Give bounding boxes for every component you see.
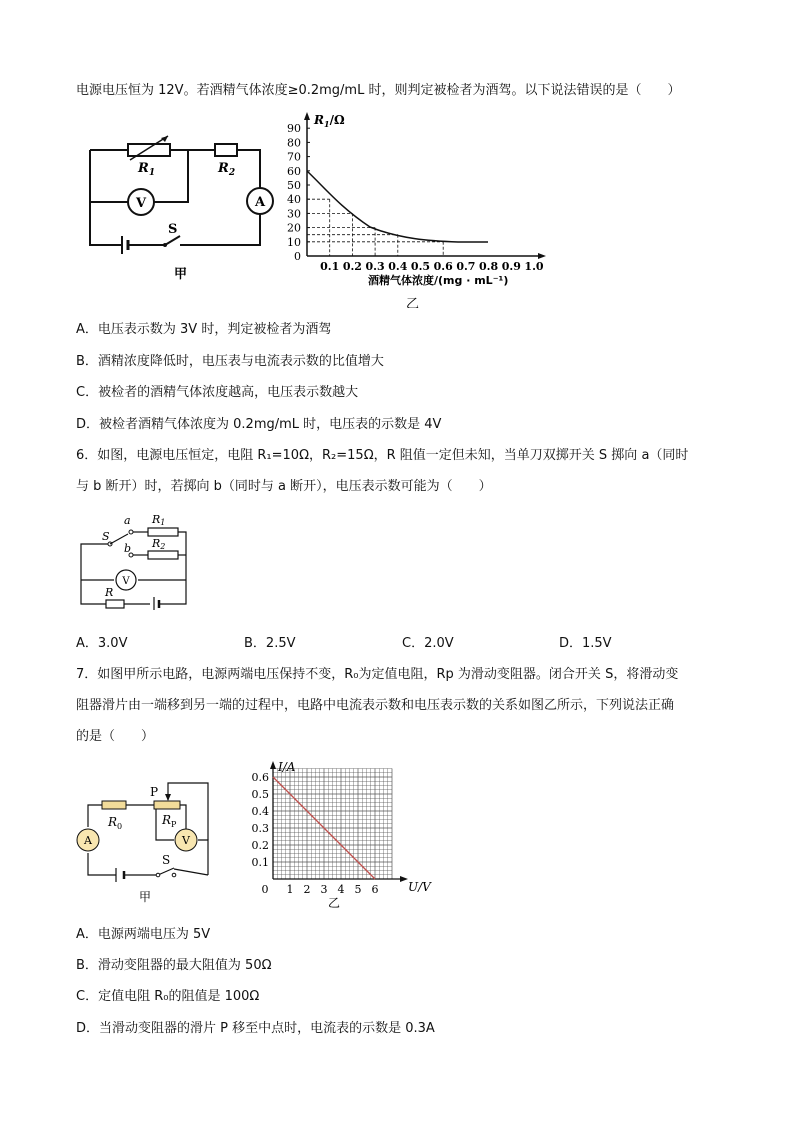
q7-x-tick-label: 4 [337,883,345,896]
q7-y-tick-label: 0.3 [251,822,269,835]
q5-x-tick-label: 0.8 [479,260,499,273]
q5-curve [307,171,488,242]
q5-x-tick-label: 0.6 [433,260,453,273]
q7-option-c: C．定值电阻 R₀的阻值是 100Ω [76,989,260,1004]
q7-label-s: S [162,853,171,867]
q5-y-tick-label: 20 [287,221,301,235]
q5-fig-yi-caption: 乙 [406,297,420,308]
q5-resistance-graph [280,108,550,308]
q7-y-tick-label: 0.2 [251,839,269,852]
q5-fig-jia-caption: 甲 [174,267,188,280]
q7-x-tick-label: 3 [320,883,328,896]
q7-switch [158,868,174,875]
q6-circuit-diagram [76,510,196,610]
q5-circuit-diagram [80,130,280,280]
q5-y-tick-label: 10 [287,235,301,249]
q5-y-tick-label: 90 [287,122,301,136]
q6-label-r: R [105,586,114,599]
q7-y-tick-label: 0.1 [251,856,269,869]
q6-label-b: b [124,542,132,555]
q5-y-tick-label: 40 [287,193,301,207]
q5-x-tick-label: 0.2 [342,260,362,273]
q7-stem-line1: 7．如图甲所示电路，电源两端电压保持不变，R₀为定值电阻，Rp 为滑动变阻器。闭合开关 S，将滑动变 [76,667,679,682]
q5-x-tick-label: 0.4 [388,260,408,273]
q5-y-tick-label: 70 [287,150,301,164]
q7-label-r0: $R_0$ [108,815,123,831]
q5-y-tick-label: 0 [294,250,301,263]
r2-resistor [215,144,237,156]
q6-label-r1: R1 [152,513,166,527]
q5-x-tick-label: 0.5 [410,260,431,273]
q6-option-c: C．2.0V [402,636,454,651]
q7-y-tick-label: 0.4 [251,805,269,818]
q7-voltmeter-label: V [182,834,190,847]
q5-x-tick-label: 1.0 [524,260,544,273]
q7-option-a: A．电源两端电压为 5V [76,927,211,942]
q5-y-tick-label: 60 [287,164,301,178]
q6-voltmeter-label: V [122,576,130,587]
q5-x-tick-label: 0.3 [365,260,385,273]
q5-option-d: D．被检者酒精气体浓度为 0.2mg/mL 时，电压表的示数是 4V [76,417,442,432]
q5-option-c: C．被检者的酒精气体浓度越高，电压表示数越大 [76,385,359,400]
q6-option-a: A．3.0V [76,636,128,651]
q6-r1 [148,528,178,536]
q6-stem-line2: 与 b 断开）时，若掷向 b（同时与 a 断开），电压表示数可能为（ ） [76,479,492,494]
q7-label-p: P [150,785,159,799]
q5-x-tick-label: 0.1 [320,260,340,273]
q7-ammeter-label: A [84,834,92,847]
q7-y-axis-label: I/A [278,760,296,774]
r0-resistor [102,801,126,809]
q7-x-tick-label: 6 [371,883,379,896]
q7-y-tick-label: 0.5 [251,788,269,801]
r1-resistor [128,144,170,156]
slider-arrow [165,794,171,801]
q5-y-tick-label: 30 [287,207,301,221]
q6-r2 [148,551,178,559]
voltmeter-label: V [135,196,147,211]
q5-y-tick-label: 50 [287,179,301,192]
q6-label-s: S [102,530,110,543]
rp-resistor [154,801,180,809]
q7-x-axis-label: U/V [408,880,431,894]
q7-stem-line3: 的是（ ） [76,729,155,744]
r2-label: $R_2$ [218,161,236,178]
switch-label: S [168,222,178,237]
q7-label-rp: $R_P$ [162,813,177,829]
q7-option-b: B．滑动变阻器的最大阻值为 50Ω [76,958,272,973]
q5-option-b: B．酒精浓度降低时，电压表与电流表示数的比值增大 [76,354,384,369]
q6-option-d: D．1.5V [559,636,612,651]
q5-stem: 电源电压恒为 12V。若酒精气体浓度≥0.2mg/mL 时，则判定被检者为酒驾。以下说法错误的是（ ） [76,83,681,98]
q6-stem-line1: 6．如图，电源电压恒定，电阻 R₁=10Ω，R₂=15Ω，R 阻值一定但未知，当单刀双掷开关 S 掷向 a（同时 [76,448,689,463]
q7-fig-yi-caption: 乙 [328,896,341,910]
q6-r [106,600,124,608]
q5-x-tick-label: 0.9 [501,260,521,273]
q7-x-tick-label: 2 [303,883,311,896]
q5-y-tick-label: 80 [287,136,301,150]
q7-y-tick-label: 0.6 [251,771,269,784]
ammeter-label: A [254,195,266,210]
q7-option-d: D．当滑动变阻器的滑片 P 移至中点时，电流表的示数是 0.3A [76,1021,435,1036]
q7-fig-jia-caption: 甲 [139,890,152,904]
q6-option-b: B．2.5V [244,636,296,651]
q7-stem-line2: 阻器滑片由一端移到另一端的过程中，电路中电流表示数和电压表示数的关系如图乙所示，下列说法正确 [76,698,675,713]
q5-option-a: A．电压表示数为 3V 时，判定被检者为酒驾 [76,322,332,337]
q6-label-r2: R2 [152,537,166,551]
q7-iu-graph [242,757,442,912]
q5-y-axis-label: $R_1/\Omega$ [314,113,345,129]
q7-x-tick-label: 0 [261,883,269,896]
r1-label: $R_1$ [138,161,156,178]
q7-x-tick-label: 1 [286,883,294,896]
switch [165,236,180,245]
q5-x-axis-label: 酒精气体浓度/(mg · mL⁻¹) [368,274,509,287]
q5-x-tick-label: 0.7 [456,260,476,273]
q7-x-tick-label: 5 [354,883,362,896]
q7-circuit-diagram [76,775,226,910]
q6-label-a: a [124,514,131,527]
